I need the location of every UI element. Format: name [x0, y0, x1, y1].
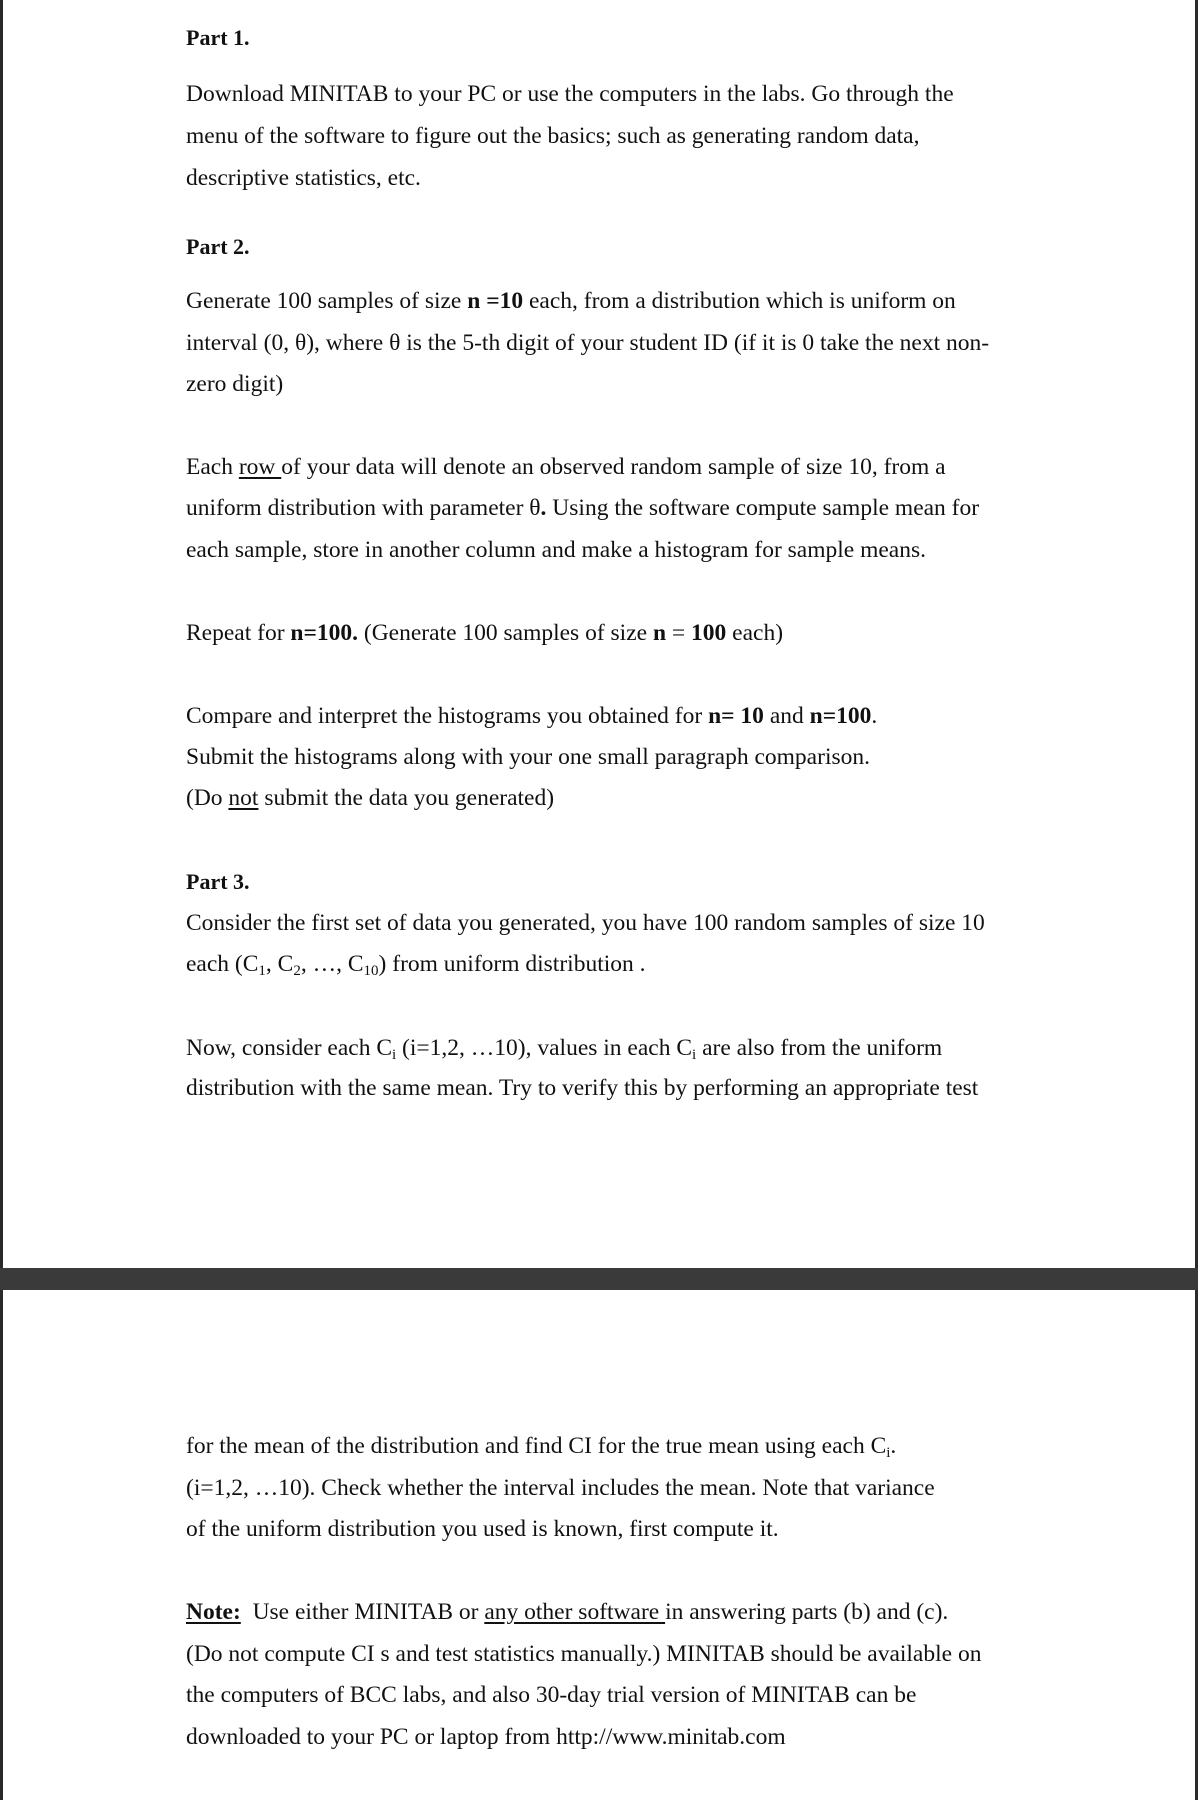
part2-each-row-line-2: uniform distribution with parameter θ. Using the software compute sample mean for — [186, 495, 980, 521]
part3-consider-line-2: each ($C_1$, $C_2$, …, $C_{10}$) from uniform distribution . — [186, 951, 646, 979]
page2-cont-line-2: (i=1,2, …10). Check whether the interval includes the mean. Note that variance — [186, 1475, 935, 1501]
part1-line-3: descriptive statistics, etc. — [186, 165, 421, 191]
part1-line-2: menu of the software to figure out the basics; such as generating random data, — [186, 123, 920, 149]
part2-compare-line-1: Compare and interpret the histograms you obtained for n= 10 and n=100. — [186, 703, 878, 729]
part1-heading: Part 1. — [186, 25, 250, 50]
part3-consider-line-1: Consider the first set of data you generated, you have 100 random samples of size 10 — [186, 910, 985, 936]
page2-cont-line-1: for the mean of the distribution and find CI for the true mean using each $C_i$. — [186, 1433, 897, 1461]
note-line-3: the computers of BCC labs, and also 30-day trial version of MINITAB can be — [186, 1682, 917, 1708]
part2-each-row-line-3: each sample, store in another column and make a histogram for sample means. — [186, 537, 927, 563]
part3-now-line-2: distribution with the same mean. Try to verify this by performing an appropriate test — [186, 1075, 979, 1101]
part3-heading: Part 3. — [186, 869, 250, 894]
part2-compare-line-3: (Do not submit the data you generated) — [186, 785, 555, 811]
note-line-2: (Do not compute CI s and test statistics manually.) MINITAB should be available on — [186, 1641, 982, 1667]
part2-heading: Part 2. — [186, 234, 250, 259]
page-separator — [0, 1268, 1198, 1290]
part3-now-line-1: Now, consider each $C_i$ (i=1,2, …10), values in each $C_i$ are also from the uniform — [186, 1035, 943, 1063]
note-line-4: downloaded to your PC or laptop from http://www.minitab.com — [186, 1724, 786, 1750]
part2-each-row-line-1: Each row of your data will denote an observed random sample of size 10, from a — [186, 454, 946, 480]
part2-generate-line-2: interval (0, θ), where θ is the 5-th digit of your student ID (if it is 0 take the next non- — [186, 330, 990, 356]
part2-compare-line-2: Submit the histograms along with your one small paragraph comparison. — [186, 744, 870, 770]
document-page-2 — [0, 1290, 1198, 1800]
note-line-1: Note: Use either MINITAB or any other software in answering parts (b) and (c). — [186, 1599, 949, 1625]
page2-cont-line-3: of the uniform distribution you used is known, first compute it. — [186, 1516, 779, 1542]
part1-line-1: Download MINITAB to your PC or use the computers in the labs. Go through the — [186, 81, 954, 107]
part2-repeat-line: Repeat for n=100. (Generate 100 samples of size n = 100 each) — [186, 620, 784, 646]
note-label: Note: — [186, 1599, 241, 1625]
part2-generate-line-1: Generate 100 samples of size n =10 each, from a distribution which is uniform on — [186, 288, 956, 314]
part2-generate-line-3: zero digit) — [186, 371, 284, 397]
